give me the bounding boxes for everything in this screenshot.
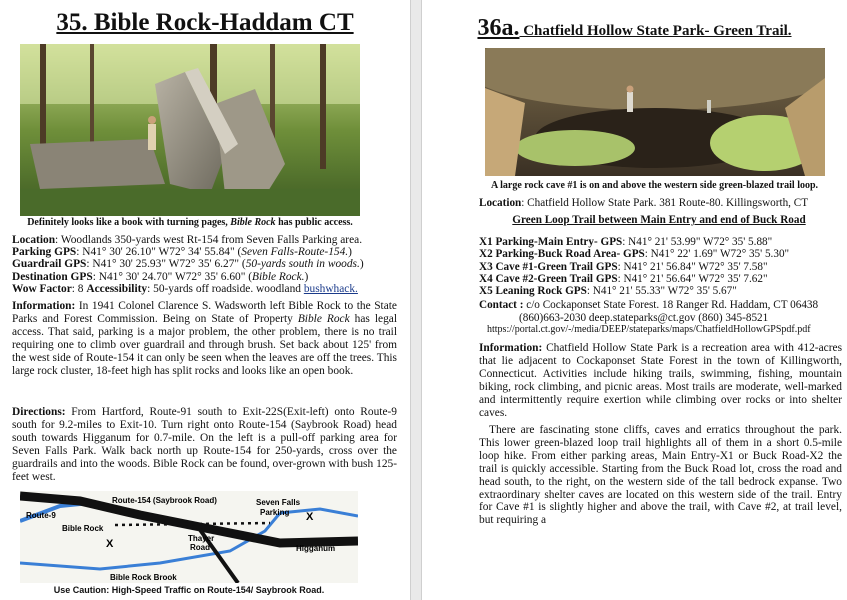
bible-rock-photo (20, 44, 360, 216)
directions-paragraph: Directions: From Hartford, Route-91 south to Exit-22S(Exit-left) onto Route-9 south for 9.2-miles to Exit-10. Turn right onto Route-154 (Saybrook Road) head south towards Higganum for 0.7-mile. On the left is a pull-off parking area for Seven Falls Park. Walk back north up Route-154 for 250-yards, cross over the guardrails and into the woods. Bible Rock can be found, over-grown with bush 125-feet west. (12, 406, 397, 483)
route-map (20, 491, 358, 583)
information-paragraph: Information: In 1941 Colonel Clarence S. Wadsworth left Bible Rock to the State Parks and Forest Commission. Being on State of Property Bible Rock has legal access. That said, parking is a major problem, the other problem, there is no trail requiring one to climb over guardrail and through brush. Set back about 125' from the west side of Route-154 it can only be seen when the leaves are off the trees. This large rock cluster, 18-feet high has split rocks and looks like an open book. (12, 300, 397, 377)
left-page (0, 0, 410, 600)
gps-item-x1: X1 Parking-Main Entry- GPS: N41° 21' 53.99" W72° 35' 5.88" (479, 236, 773, 248)
map-label-road: Road (190, 543, 210, 552)
rock-cave-photo (485, 48, 825, 176)
details-block (12, 234, 397, 295)
location-line: Location: Woodlands 350-yards west Rt-154 from Seven Falls Parking area. (12, 234, 363, 246)
map-label-seven-falls: Seven Falls (256, 498, 301, 507)
loop-heading: Green Loop Trail between Main Entry and end of Buck Road (512, 214, 806, 226)
guardrail-gps-line: Guardrail GPS: N41° 30' 25.93" W72° 35' 6.27" (50-yards south in woods.) (12, 258, 364, 271)
map-label-parking: Parking (260, 508, 290, 517)
map-label-brook: Bible Rock Brook (110, 573, 177, 582)
page-gutter (410, 0, 422, 600)
information-paragraph-right: Information: Chatfield Hollow State Park is a recreation area with 412-acres that lie adjacent to Cockaponset State Forest in the town of Killingworth, Connecticut. Activities include hiking trails, swimming, fishing, mountain biking, rock climbing, and picnic areas. Most trails are moderate, well-marked and intermittently require exertion while climbing over rocks or into shelter caves. (479, 342, 842, 419)
location-line-right: Location: Chatfield Hollow State Park. 381 Route-80. Killingsworth, CT (479, 197, 809, 209)
page-title-right: 36a. Chatfield Hollow State Park- Green Trail. (477, 15, 792, 41)
map-caption: Use Caution: High-Speed Traffic on Route-154/ Saybrook Road. (53, 585, 325, 595)
photo-caption: Definitely looks like a book with turning pages, Bible Rock has public access. (27, 217, 353, 228)
contact-phone-line: (860)663-2030 deep.stateparks@ct.gov (860) 345-8521 (519, 311, 769, 324)
bushwhack-link[interactable]: bushwhack. (303, 282, 358, 295)
information-paragraph-right-2: There are fascinating stone cliffs, caves and erratics throughout the park. This lower green-blazed loop trail highlights all of them in a short 0.5-mile loop hike. From either parking areas, Main Entry-X1 or Buck Road-X2 the trail is quickly accessible. Starting from the Buck Road lot, cross the road and head south, to the right, on the western side of the tall bedrock expanse. Two extraordinary shelter caves are located on this western side of the trail. Entry for Cave #1 is slightly higher and above the trail, with Cave #2, at trail level, but requiring a (479, 424, 842, 527)
page-title: 35. Bible Rock-Haddam CT (56, 9, 354, 36)
map-x-parking: X (306, 511, 314, 523)
contact-line: Contact : c/o Cockaponset State Forest. 18 Ranger Rd. Haddam, CT 06438 (479, 299, 819, 312)
contact-url-line: https://portal.ct.gov/-/media/DEEP/stateparks/maps/ChatfieldHollowGPSpdf.pdf (487, 324, 811, 336)
destination-gps-line: Destination GPS: N41° 30' 24.70" W72° 35' 6.60" (Bible Rock.) (12, 270, 309, 283)
gps-item-x4: X4 Cave #2-Green Trail GPS: N41° 21' 56.64" W72° 35' 7.62" (479, 272, 768, 285)
map-label-higganum: Higganum (296, 544, 336, 553)
map-label-route154: Route-154 (Saybrook Road) (112, 496, 217, 505)
wow-factor-line: Wow Factor: 8 Accessibility: 50-yards off roadside. woodland bushwhack. (12, 282, 358, 295)
map-x-bible-rock: X (106, 538, 114, 550)
gps-list (479, 236, 844, 336)
map-label-bible-rock: Bible Rock (62, 524, 104, 533)
parking-gps-line: Parking GPS: N41° 30' 26.10" W72° 34' 55.84" (Seven Falls-Route-154.) (12, 246, 352, 259)
gps-item-x2: X2 Parking-Buck Road Area- GPS: N41° 22' 1.69" W72° 35' 5.30" (479, 248, 790, 261)
photo-caption-right: A large rock cave #1 is on and above the western side green-blazed trail loop. (490, 180, 819, 191)
gps-item-x3: X3 Cave #1-Green Trail GPS: N41° 21' 56.84" W72° 35' 7.58" (479, 260, 768, 273)
map-label-thayer: Thayer (188, 534, 215, 543)
map-label-route9: Route-9 (26, 511, 56, 520)
right-page (422, 0, 847, 600)
gps-item-x5: X5 Leaning Rock GPS: N41° 21' 55.33" W72° 35' 5.67" (479, 285, 737, 298)
